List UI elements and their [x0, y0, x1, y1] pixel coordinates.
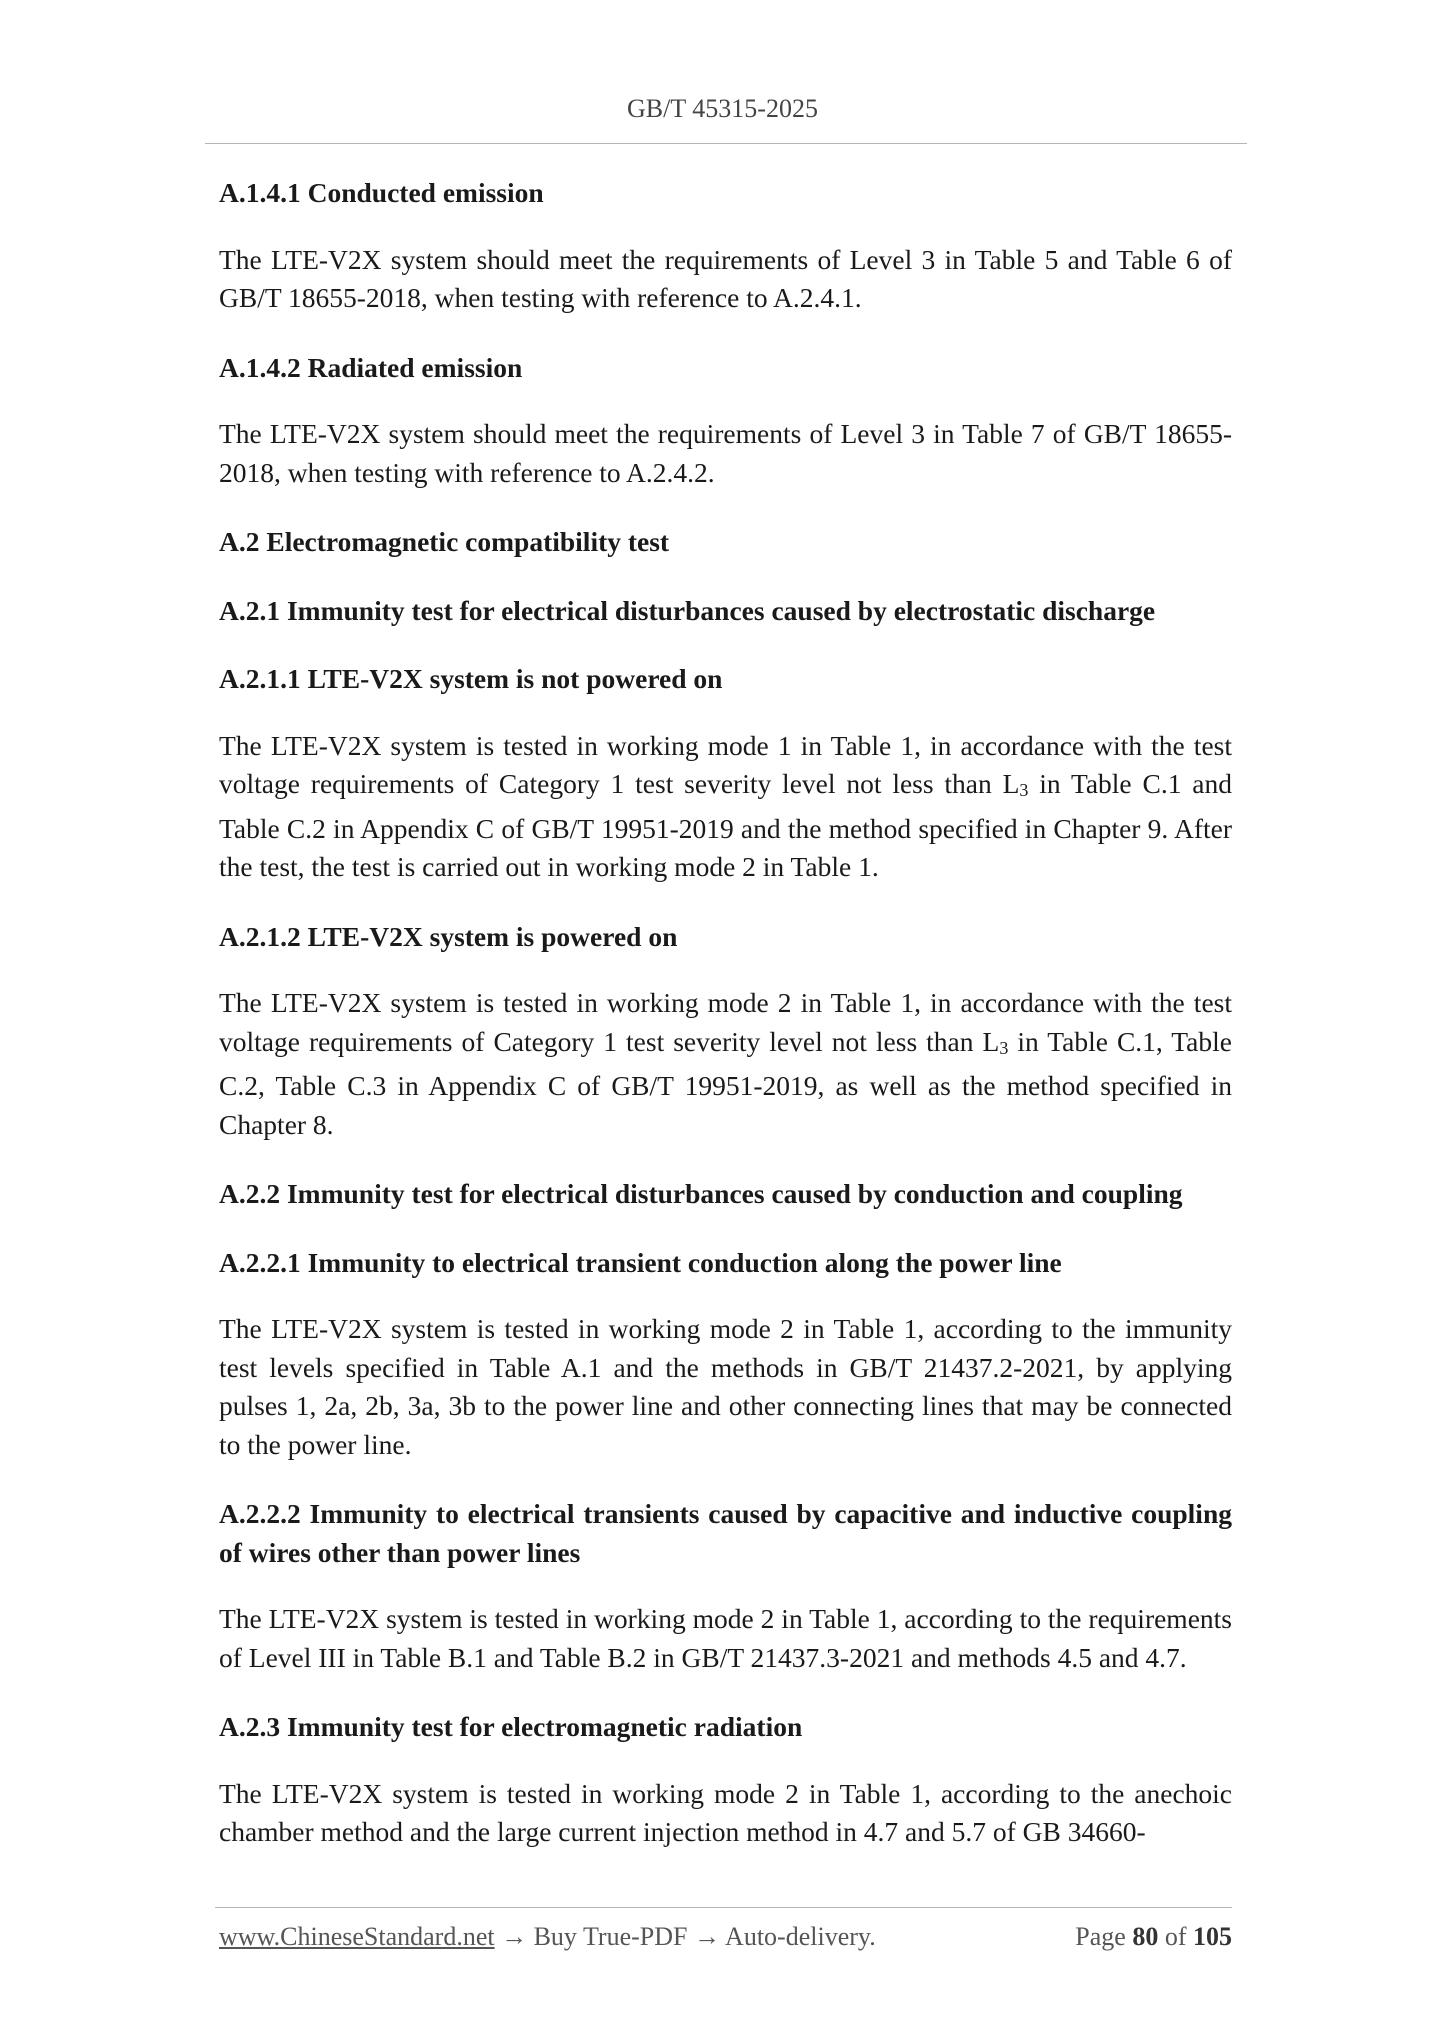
footer-promo	[219, 1922, 876, 1952]
paragraph-not-powered-on	[219, 727, 1232, 887]
page-header-standard-code: GB/T 45315-2025	[627, 94, 818, 123]
promo-text: → Buy True-PDF → Auto-delivery.	[501, 1922, 876, 1951]
subscript: 3	[1019, 780, 1029, 800]
paragraph-text: in Table C.1, Table C.2, Table C.3 in Appendix C of GB/T 19951-2019, as well as the method specified in Chapter 8.	[219, 1025, 1232, 1140]
heading-a-2-1: A.2.1 Immunity test for electrical disturbances caused by electrostatic discharge	[219, 594, 1156, 626]
page-counter	[1075, 1922, 1232, 1952]
heading-a-2-2-2: A.2.2.2 Immunity to electrical transients caused by capacitive and inductive coupling of wires other than power lines	[219, 1498, 1232, 1568]
heading-a-2-1-2: A.2.1.2 LTE-V2X system is powered on	[219, 920, 678, 952]
page-label: Page	[1075, 1922, 1126, 1951]
heading-a-2: A.2 Electromagnetic compatibility test	[219, 526, 670, 557]
site-link[interactable]: www.ChineseStandard.net	[219, 1922, 495, 1951]
paragraph-powered-on	[219, 984, 1232, 1144]
paragraph-conducted-emission: The LTE-V2X system should meet the requirements of Level 3 in Table 5 and Table 6 of GB/T 18655-2018, when testing with reference to A.2.4.1.	[219, 243, 1232, 313]
subscript: 3	[999, 1037, 1009, 1058]
paragraph-text: The LTE-V2X system is tested in working mode 2 in Table 1, in accordance with the test voltage requirements of Category 1 test severity level not less than L	[219, 987, 1232, 1057]
page-number: 80	[1132, 1922, 1159, 1951]
heading-a-2-2-1: A.2.2.1 Immunity to electrical transient conduction along the power line	[219, 1246, 1062, 1278]
total-pages: 105	[1193, 1922, 1232, 1951]
header-divider	[205, 143, 1247, 144]
heading-a-2-1-1: A.2.1.1 LTE-V2X system is not powered on	[219, 663, 723, 694]
paragraph-transient-conduction: The LTE-V2X system is tested in working mode 2 in Table 1, according to the immunity test levels specified in Table A.1 and the methods in GB/T 21437.2-2021, by applying pulses 1, 2a, 2b, 3a, 3b to the power line and other connecting lines that may be connected to the power line.	[219, 1313, 1232, 1460]
footer-divider	[215, 1907, 1232, 1908]
paragraph-capacitive-inductive-coupling: The LTE-V2X system is tested in working mode 2 in Table 1, according to the requirements of Level III in Table B.1 and Table B.2 in GB/T 21437.3-2021 and methods 4.5 and 4.7.	[219, 1603, 1232, 1673]
paragraph-text: The LTE-V2X system is tested in working mode 1 in Table 1, in accordance with the test voltage requirements of Category 1 test severity level not less than L	[219, 729, 1232, 799]
of-label: of	[1164, 1922, 1187, 1951]
paragraph-radiated-emission: The LTE-V2X system should meet the requirements of Level 3 in Table 7 of GB/T 18655-2018, when testing with reference to A.2.4.2.	[219, 418, 1232, 488]
heading-a-2-3: A.2.3 Immunity test for electromagnetic radiation	[219, 1711, 803, 1742]
heading-a-1-4-1: A.1.4.1 Conducted emission	[219, 177, 544, 208]
paragraph-electromagnetic-radiation: The LTE-V2X system is tested in working mode 2 in Table 1, according to the anechoic chamber method and the large current injection method in 4.7 and 5.7 of GB 34660-	[219, 1777, 1232, 1847]
heading-a-1-4-2: A.1.4.2 Radiated emission	[219, 351, 523, 383]
document-body	[219, 172, 1232, 1852]
paragraph-text: in Table C.1 and Table C.2 in Appendix C of GB/T 19951-2019 and the method specified in Chapter 9. After the test, the test is carried out in working mode 2 in Table 1.	[219, 768, 1232, 882]
heading-a-2-2: A.2.2 Immunity test for electrical disturbances caused by conduction and coupling	[219, 1178, 1183, 1209]
